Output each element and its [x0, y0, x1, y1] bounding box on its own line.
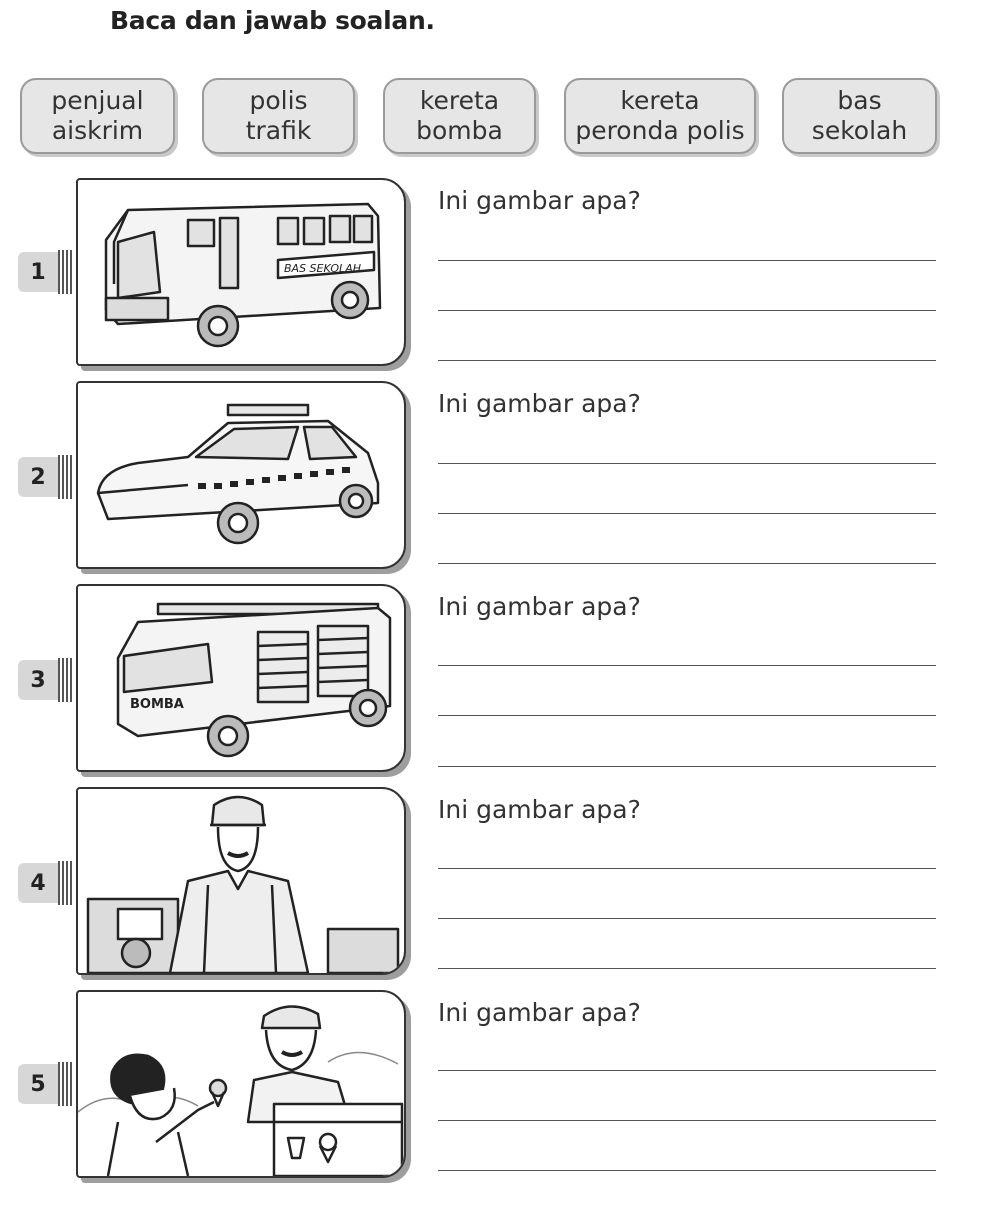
- picture-frame-ice-cream-seller: [76, 990, 406, 1178]
- question-number-label: 2: [18, 457, 58, 497]
- question-prompt-2: Ini gambar apa?: [438, 389, 641, 418]
- word-bank: [0, 0, 1000, 170]
- question-number-label: 3: [18, 660, 58, 700]
- word-line: polis: [249, 86, 308, 115]
- question-prompt-1: Ini gambar apa?: [438, 186, 641, 215]
- police-car-icon: [78, 383, 404, 567]
- question-prompt-3: Ini gambar apa?: [438, 592, 641, 621]
- school-bus-icon: [78, 180, 404, 364]
- word-box-kereta-peronda-polis[interactable]: [564, 78, 756, 154]
- question-prompt-4: Ini gambar apa?: [438, 795, 641, 824]
- picture-frame-fire-engine: [76, 584, 406, 772]
- answer-line-2a[interactable]: [438, 463, 936, 464]
- number-stripes: [58, 658, 72, 702]
- picture-frame-police-car: [76, 381, 406, 569]
- instruction-heading: Baca dan jawab soalan.: [110, 6, 435, 35]
- word-box-bas-sekolah[interactable]: [782, 78, 937, 154]
- word-line: peronda polis: [575, 116, 745, 145]
- answer-line-4a[interactable]: [438, 868, 936, 869]
- number-stripes: [58, 861, 72, 905]
- number-stripes: [58, 455, 72, 499]
- word-box-penjual-aiskrim[interactable]: [20, 78, 175, 154]
- answer-line-3c[interactable]: [438, 766, 936, 767]
- word-line: trafik: [245, 116, 312, 145]
- fire-engine-side-text: BOMBA: [130, 697, 184, 712]
- answer-line-1a[interactable]: [438, 260, 936, 261]
- number-stripes: [58, 250, 72, 294]
- word-line: bomba: [416, 116, 503, 145]
- question-number-label: 1: [18, 252, 58, 292]
- answer-line-5b[interactable]: [438, 1120, 936, 1121]
- traffic-police-icon: [78, 789, 404, 973]
- picture-frame-traffic-police: [76, 787, 406, 975]
- word-line: sekolah: [811, 116, 908, 145]
- answer-line-1b[interactable]: [438, 310, 936, 311]
- answer-line-4c[interactable]: [438, 968, 936, 969]
- question-number-2: [18, 455, 74, 499]
- question-number-5: [18, 1062, 74, 1106]
- ice-cream-seller-icon: [78, 992, 404, 1176]
- word-box-polis-trafik[interactable]: [202, 78, 355, 154]
- answer-line-5c[interactable]: [438, 1170, 936, 1171]
- word-line: aiskrim: [51, 116, 144, 145]
- answer-line-5a[interactable]: [438, 1070, 936, 1071]
- answer-line-3a[interactable]: [438, 665, 936, 666]
- question-number-label: 5: [18, 1064, 58, 1104]
- answer-line-1c[interactable]: [438, 360, 936, 361]
- word-line: bas: [837, 86, 882, 115]
- answer-line-2b[interactable]: [438, 513, 936, 514]
- question-number-1: [18, 250, 74, 294]
- answer-line-3b[interactable]: [438, 715, 936, 716]
- question-number-3: [18, 658, 74, 702]
- word-box-kereta-bomba[interactable]: [383, 78, 536, 154]
- question-number-4: [18, 861, 74, 905]
- number-stripes: [58, 1062, 72, 1106]
- word-line: kereta: [419, 86, 500, 115]
- word-line: penjual: [51, 86, 144, 115]
- picture-frame-school-bus: [76, 178, 406, 366]
- question-number-label: 4: [18, 863, 58, 903]
- answer-line-2c[interactable]: [438, 563, 936, 564]
- fire-engine-icon: [78, 586, 404, 770]
- bus-side-text: BAS SEKOLAH: [284, 262, 361, 275]
- question-prompt-5: Ini gambar apa?: [438, 998, 641, 1027]
- answer-line-4b[interactable]: [438, 918, 936, 919]
- word-line: kereta: [620, 86, 700, 115]
